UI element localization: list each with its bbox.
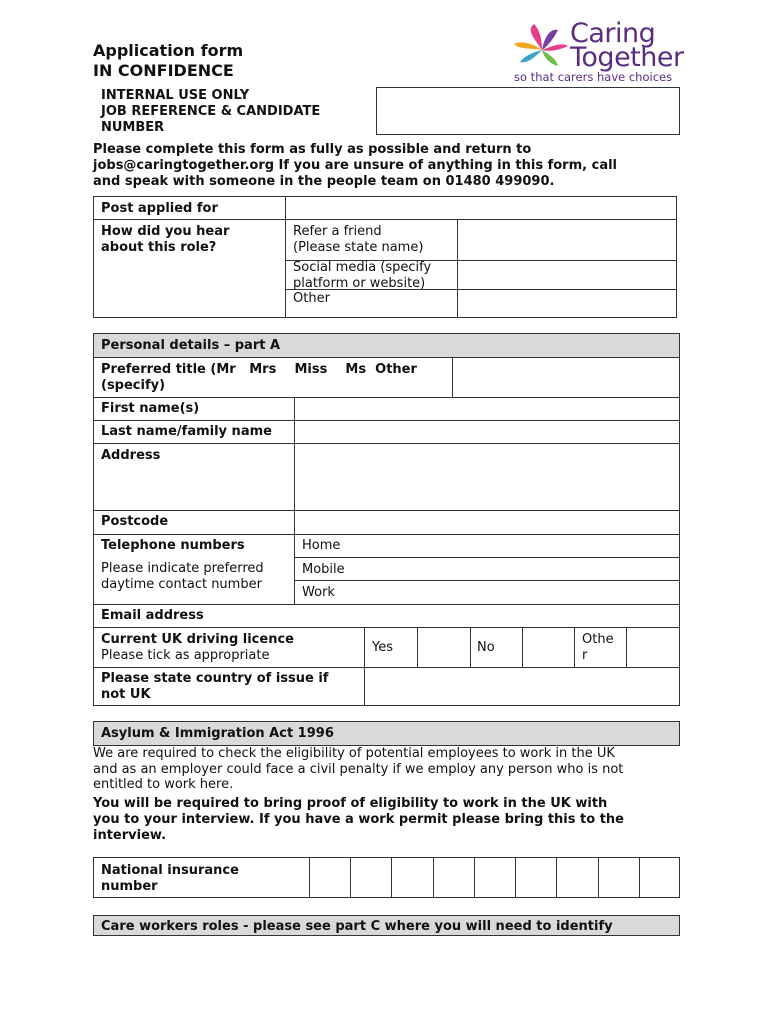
eligibility-notice	[93, 796, 624, 844]
other-source-input[interactable]	[459, 291, 675, 317]
address-input[interactable]	[296, 445, 678, 509]
ni-digit-box[interactable]	[392, 858, 433, 897]
social-media-input[interactable]	[459, 262, 675, 288]
home-phone-input[interactable]	[350, 536, 678, 556]
licence-yes-label: Yes	[372, 640, 393, 655]
option-refer-friend	[293, 224, 423, 255]
option-refer-friend-line1: Refer a friend	[293, 224, 382, 239]
telephone-note-line2: daytime contact number	[101, 576, 262, 592]
internal-use-line3: NUMBER	[101, 120, 165, 135]
refer-friend-input[interactable]	[459, 221, 675, 259]
form-title-line2: IN CONFIDENCE	[93, 61, 234, 80]
licence-country-line1: Please state country of issue if	[101, 671, 329, 686]
logo-word-together: Together	[570, 42, 684, 73]
personal-details-heading: Personal details – part A	[101, 338, 281, 353]
eligibility-notice-line2: you to your interview. If you have a work permit please bring this to the	[93, 812, 624, 827]
driving-licence-line2: Please tick as appropriate	[101, 648, 270, 663]
intro-text	[93, 142, 617, 190]
licence-no-label: No	[477, 640, 495, 655]
email-input[interactable]	[296, 606, 678, 626]
ni-digit-boxes	[310, 858, 680, 897]
ni-digit-box[interactable]	[640, 858, 680, 897]
preferred-title-line2: (specify)	[101, 378, 166, 393]
ni-label-line1: National insurance	[101, 863, 239, 878]
caring-together-logo-icon	[512, 20, 572, 76]
option-other: Other	[293, 291, 330, 306]
intro-line2: jobs@caringtogether.org If you are unsure of anything in this form, call	[93, 158, 617, 173]
ni-digit-box[interactable]	[310, 858, 351, 897]
ni-label-line2: number	[101, 879, 158, 894]
preferred-title-input[interactable]	[454, 359, 678, 396]
hear-about-line1: How did you hear	[101, 224, 230, 239]
internal-use-line2: JOB REFERENCE & CANDIDATE	[101, 104, 321, 119]
post-applied-label: Post applied for	[101, 201, 218, 216]
option-social-media	[293, 260, 431, 291]
first-name-label: First name(s)	[101, 401, 200, 416]
intro-line3: and speak with someone in the people team on 01480 499090.	[93, 174, 555, 189]
job-reference-field[interactable]	[376, 87, 680, 135]
option-social-media-line1: Social media (specify	[293, 260, 432, 275]
work-phone-input[interactable]	[346, 582, 678, 603]
first-name-input[interactable]	[296, 399, 678, 419]
mobile-phone-label: Mobile	[302, 562, 345, 577]
intro-line1: Please complete this form as fully as possible and return to	[93, 142, 532, 157]
ni-label	[101, 863, 239, 895]
licence-country-input[interactable]	[366, 669, 678, 705]
ni-digit-box[interactable]	[434, 858, 475, 897]
asylum-paragraph-line2: and as an employer could face a civil penalty if we employ any person who is not	[93, 761, 624, 777]
home-phone-label: Home	[302, 538, 341, 553]
licence-other-line1: Othe	[582, 632, 614, 647]
licence-other-label	[582, 632, 614, 663]
post-applied-input[interactable]	[287, 198, 675, 218]
work-phone-label: Work	[302, 585, 335, 600]
ni-digit-box[interactable]	[351, 858, 392, 897]
ni-digit-box[interactable]	[475, 858, 516, 897]
licence-country-line2: not UK	[101, 687, 151, 702]
driving-licence-label	[101, 632, 294, 664]
form-title-line1: Application form	[93, 41, 244, 60]
last-name-label: Last name/family name	[101, 424, 272, 439]
telephone-note-line1: Please indicate preferred	[101, 561, 264, 576]
logo-tagline: so that carers have choices	[514, 70, 673, 84]
logo-word-caring: Caring	[570, 18, 656, 49]
asylum-paragraph-line1: We are required to check the eligibility of potential employees to work in the UK	[93, 746, 615, 761]
asylum-heading: Asylum & Immigration Act 1996	[101, 726, 334, 741]
asylum-paragraph	[93, 746, 623, 793]
address-label: Address	[101, 448, 161, 463]
postcode-input[interactable]	[296, 512, 678, 533]
option-refer-friend-line2: (Please state name)	[293, 239, 424, 255]
mobile-phone-input[interactable]	[356, 559, 678, 579]
last-name-input[interactable]	[296, 422, 678, 442]
hear-about-label	[101, 224, 229, 256]
postcode-label: Postcode	[101, 514, 169, 529]
ni-digit-box[interactable]	[557, 858, 598, 897]
licence-no-checkbox[interactable]	[524, 629, 573, 666]
care-workers-heading: Care workers roles - please see part C where you will need to identify	[101, 919, 613, 934]
driving-licence-line1: Current UK driving licence	[101, 632, 294, 647]
licence-country-label	[101, 671, 328, 703]
eligibility-notice-line1: You will be required to bring proof of eligibility to work in the UK with	[93, 796, 608, 811]
licence-other-checkbox[interactable]	[628, 629, 678, 666]
asylum-paragraph-line3: entitled to work here.	[93, 777, 234, 792]
preferred-title-label	[101, 362, 417, 394]
internal-use-line1: INTERNAL USE ONLY	[101, 88, 250, 103]
email-label: Email address	[101, 608, 204, 623]
preferred-title-line1: Preferred title (Mr Mrs Miss Ms Other	[101, 362, 417, 377]
eligibility-notice-line3: interview.	[93, 828, 167, 843]
form-title	[93, 41, 243, 81]
licence-other-line2: r	[582, 647, 588, 663]
internal-use-label	[101, 88, 320, 136]
ni-digit-box[interactable]	[599, 858, 640, 897]
telephone-label: Telephone numbers	[101, 538, 245, 553]
hear-about-line2: about this role?	[101, 240, 217, 255]
ni-digit-box[interactable]	[516, 858, 557, 897]
telephone-note	[101, 561, 264, 592]
licence-yes-checkbox[interactable]	[419, 629, 469, 666]
option-social-media-line2: platform or website)	[293, 275, 426, 291]
